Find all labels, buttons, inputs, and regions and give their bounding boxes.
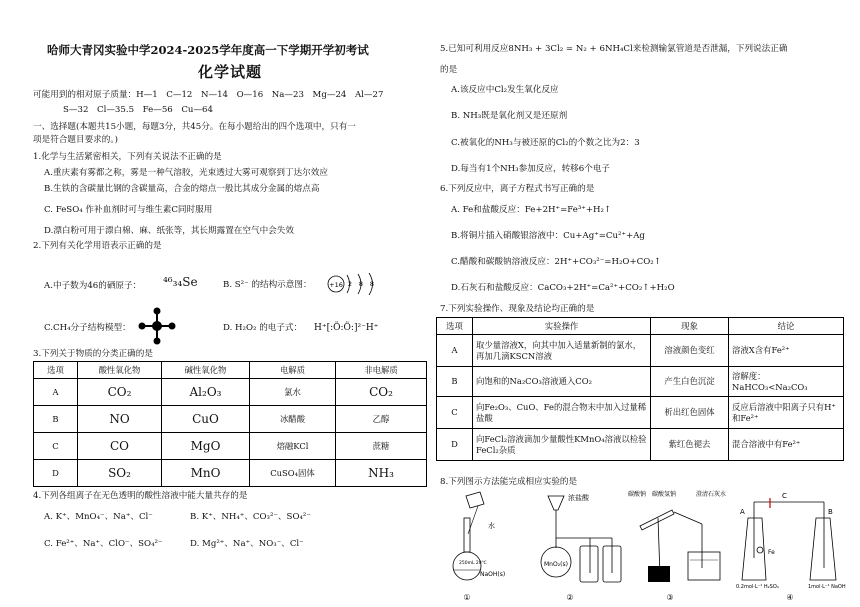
q6-option-a: A. Fe和盐酸反应：Fe+2H⁺=Fe³⁺+H₂↑ <box>451 205 612 215</box>
q7-cell: 混合溶液中有Fe²⁺ <box>729 429 844 461</box>
q7-header-cell: 结论 <box>729 318 844 335</box>
q4-stem: 4.下列各组离子在无色透明的酸性溶液中能大量共存的是 <box>33 491 248 501</box>
q7-cell: 溶解度：NaHCO₃<Na₂CO₃ <box>729 367 844 397</box>
q6-option-c: C.醋酸和碳酸钠溶液反应：2H⁺+CO₃²⁻=H₂O+CO₂↑ <box>451 257 661 267</box>
q7-header-row <box>437 318 844 335</box>
q3-cell: 氯水 <box>250 379 336 406</box>
q7-table <box>436 317 844 461</box>
sulfide-nucleus-label: +16 <box>329 281 343 289</box>
q5-option-c: C.被氧化的NH₃与被还原的Cl₂的个数之比为2：3 <box>451 138 640 148</box>
fig1-number: ① <box>463 593 471 602</box>
q7-cell: 向饱和的Na₂CO₃溶液通入CO₂ <box>473 367 651 397</box>
q3-cell: MnO <box>162 460 250 487</box>
table-row <box>437 367 844 397</box>
fig3-number: ③ <box>666 593 674 602</box>
q3-cell: B <box>34 406 78 433</box>
table-row <box>437 429 844 461</box>
q3-cell: A <box>34 379 78 406</box>
q3-cell: CuSO₄固体 <box>250 460 336 487</box>
q2-option-b: B. S²⁻ 的结构示意图： <box>223 280 312 290</box>
q7-cell: 紫红色褪去 <box>651 429 729 461</box>
q6-stem: 6.下列反应中，离子方程式书写正确的是 <box>440 184 595 194</box>
fig1-flask-label: 250mL 20℃ <box>459 561 487 566</box>
q5-stem: 5.已知可利用反应8NH₃ + 3Cl₂ = N₂ + 6NH₄Cl来检测输氯管道是否泄漏，下列说法正确 <box>440 44 788 54</box>
q7-header-cell: 现象 <box>651 318 729 335</box>
q3-cell: Al₂O₃ <box>162 379 250 406</box>
q6-option-b: B.将铜片插入硝酸银溶液中：Cu+Ag⁺=Cu²⁺+Ag <box>451 231 645 241</box>
q3-header-cell: 非电解质 <box>336 362 427 379</box>
q7-cell: 反应后溶液中阳离子只有H⁺和Fe²⁺ <box>729 397 844 429</box>
q3-cell: 乙醇 <box>336 406 427 433</box>
q7-cell: 取少量溶液X，向其中加入适量新制的氯水，再加几滴KSCN溶液 <box>473 335 651 367</box>
q2-option-a: A.中子数为46的硒原子： <box>44 281 142 291</box>
fig2-number: ② <box>566 593 574 602</box>
fig3-carbonate-heating <box>628 490 726 602</box>
fig4-acid-label: 0.2mol·L⁻¹ H₂SO₄ <box>736 584 779 590</box>
q7-cell: 溶液颜色变红 <box>651 335 729 367</box>
q3-cell: C <box>34 433 78 460</box>
right-column <box>436 0 860 607</box>
h2o2-electron-formula: H⁺[:Ö:Ö:]²⁻H⁺ <box>314 323 379 333</box>
fig3-bicarbonate-label: 碳酸氢钠 <box>652 491 677 498</box>
fig4-label-a: A <box>740 508 745 516</box>
q3-header-cell: 电解质 <box>250 362 336 379</box>
fig2-chlorine-generator <box>541 493 621 602</box>
q7-header-cell: 实验操作 <box>473 318 651 335</box>
subject-title: 化学试题 <box>198 63 263 81</box>
table-row <box>34 406 427 433</box>
atomic-masses-line2: S—32 Cl—35.5 Fe—56 Cu—64 <box>63 105 213 115</box>
q3-cell: 冰醋酸 <box>250 406 336 433</box>
fig3-limewater-label: 澄清石灰水 <box>696 491 727 498</box>
q1-option-d: D.漂白粉可用于漂白棉、麻、纸张等，其长期露置在空气中会失效 <box>44 226 294 236</box>
q7-stem: 7.下列实验操作、现象及结论均正确的是 <box>440 304 595 314</box>
sulfide-shell-1: 2 <box>347 280 353 288</box>
q3-cell: CuO <box>162 406 250 433</box>
q4-option-c: C. Fe²⁺、Na⁺、ClO⁻、SO₄²⁻ <box>44 539 163 549</box>
q4-option-b: B. K⁺、NH₄⁺、CO₃²⁻、SO₄²⁻ <box>190 512 311 522</box>
fig4-label-c: C <box>782 492 787 500</box>
fig1-naoh-label: NaOH(s) <box>480 571 506 578</box>
q7-header-cell: 选项 <box>437 318 473 335</box>
q7-cell: A <box>437 335 473 367</box>
q1-option-a: A.重庆素有雾都之称，雾是一种气溶胶，光束透过大雾可观察到丁达尔效应 <box>44 168 328 178</box>
q3-header-row <box>34 362 427 379</box>
q3-stem: 3.下列关于物质的分类正确的是 <box>33 349 153 359</box>
atomic-masses-line1: 可能用到的相对原子质量：H—1 C—12 N—14 O—16 Na—23 Mg—24 Al—27 <box>33 90 384 100</box>
q5-stem-cont: 的是 <box>440 65 458 75</box>
fig4-label-b: B <box>828 508 833 516</box>
fig4-base-label: 1mol·L⁻¹ NaOH <box>808 584 846 590</box>
q7-cell: 向FeCl₂溶液滴加少量酸性KMnO₄溶液以检验FeCl₂杂质 <box>473 429 651 461</box>
fig2-hcl-label: 浓盐酸 <box>568 494 589 502</box>
q7-cell: C <box>437 397 473 429</box>
q2-option-d: D. H₂O₂ 的电子式： <box>223 323 303 333</box>
q2-stem: 2.下列有关化学用语表示正确的是 <box>33 241 162 251</box>
sulfide-shell-3: 8 <box>369 280 375 288</box>
fig4-two-flask-setup <box>736 492 846 602</box>
q3-cell: MgO <box>162 433 250 460</box>
q3-cell: D <box>34 460 78 487</box>
section-heading-cont: 项是符合题目要求的。) <box>33 135 118 145</box>
ch4-model-diagram <box>137 306 177 346</box>
q2-se-symbol: ⁴⁶₃₄Se <box>163 275 198 289</box>
q3-cell: SO₂ <box>78 460 162 487</box>
q3-header-cell: 选项 <box>34 362 78 379</box>
fig4-fe-label: Fe <box>768 549 775 556</box>
q1-option-c: C. FeSO₄ 作补血剂时可与维生素C同时服用 <box>44 205 213 215</box>
exam-title: 哈师大青冈实验中学2024-2025学年度高一下学期开学初考试 <box>47 43 369 57</box>
q3-header-cell: 酸性氧化物 <box>78 362 162 379</box>
q6-option-d: D.石灰石和盐酸反应：CaCO₃+2H⁺=Ca²⁺+CO₂↑+H₂O <box>451 283 675 293</box>
fig4-number: ④ <box>786 593 794 602</box>
fig3-sodium-carbonate-label: 碳酸钠 <box>628 491 647 498</box>
q8-apparatus-figures <box>440 488 860 604</box>
q4-option-a: A. K⁺、MnO₄⁻、Na⁺、Cl⁻ <box>44 512 153 522</box>
fig1-water-label: 水 <box>488 522 495 530</box>
table-row <box>34 379 427 406</box>
q3-cell: CO <box>78 433 162 460</box>
q7-cell: 析出红色固体 <box>651 397 729 429</box>
q5-option-a: A.该反应中Cl₂发生氧化反应 <box>451 85 559 95</box>
q3-cell: NO <box>78 406 162 433</box>
table-row <box>34 433 427 460</box>
q7-cell: 产生白色沉淀 <box>651 367 729 397</box>
q1-stem: 1.化学与生活紧密相关，下列有关说法不正确的是 <box>33 152 222 162</box>
table-row <box>437 397 844 429</box>
q5-option-d: D.每当有1个NH₃参加反应，转移6个电子 <box>451 164 611 174</box>
q3-cell: CO₂ <box>78 379 162 406</box>
q3-cell: 蔗糖 <box>336 433 427 460</box>
q3-cell: CO₂ <box>336 379 427 406</box>
q2-option-c: C.CH₄分子结构模型： <box>44 323 131 333</box>
section-heading: 一、选择题(本题共15小题，每题3分，共45分。在每小题给出的四个选项中，只有一 <box>33 122 356 132</box>
table-row <box>437 335 844 367</box>
fig2-mno2-label: MnO₂(s) <box>544 561 568 568</box>
q3-cell: 熔融KCl <box>250 433 336 460</box>
q7-cell: 向Fe₂O₃、CuO、Fe的混合物末中加入过量稀盐酸 <box>473 397 651 429</box>
q7-cell: 溶液X含有Fe²⁺ <box>729 335 844 367</box>
q1-option-b: B.生铁的含碳量比钢的含碳量高，合金的熔点一般比其成分金属的熔点高 <box>44 184 320 194</box>
q7-cell: B <box>437 367 473 397</box>
q7-cell: D <box>437 429 473 461</box>
q5-option-b: B. NH₃既是氧化剂又是还原剂 <box>451 111 568 121</box>
q3-header-cell: 碱性氧化物 <box>162 362 250 379</box>
q8-stem: 8.下列图示方法能完成相应实验的是 <box>440 477 578 487</box>
q4-option-d: D. Mg²⁺、Na⁺、NO₃⁻、Cl⁻ <box>190 539 304 549</box>
sulfide-shell-2: 8 <box>358 280 364 288</box>
table-row <box>34 460 427 487</box>
q3-table <box>33 361 427 487</box>
q3-cell: NH₃ <box>336 460 427 487</box>
fig1-volumetric-flask <box>453 492 505 602</box>
sulfide-ion-diagram <box>325 271 385 297</box>
